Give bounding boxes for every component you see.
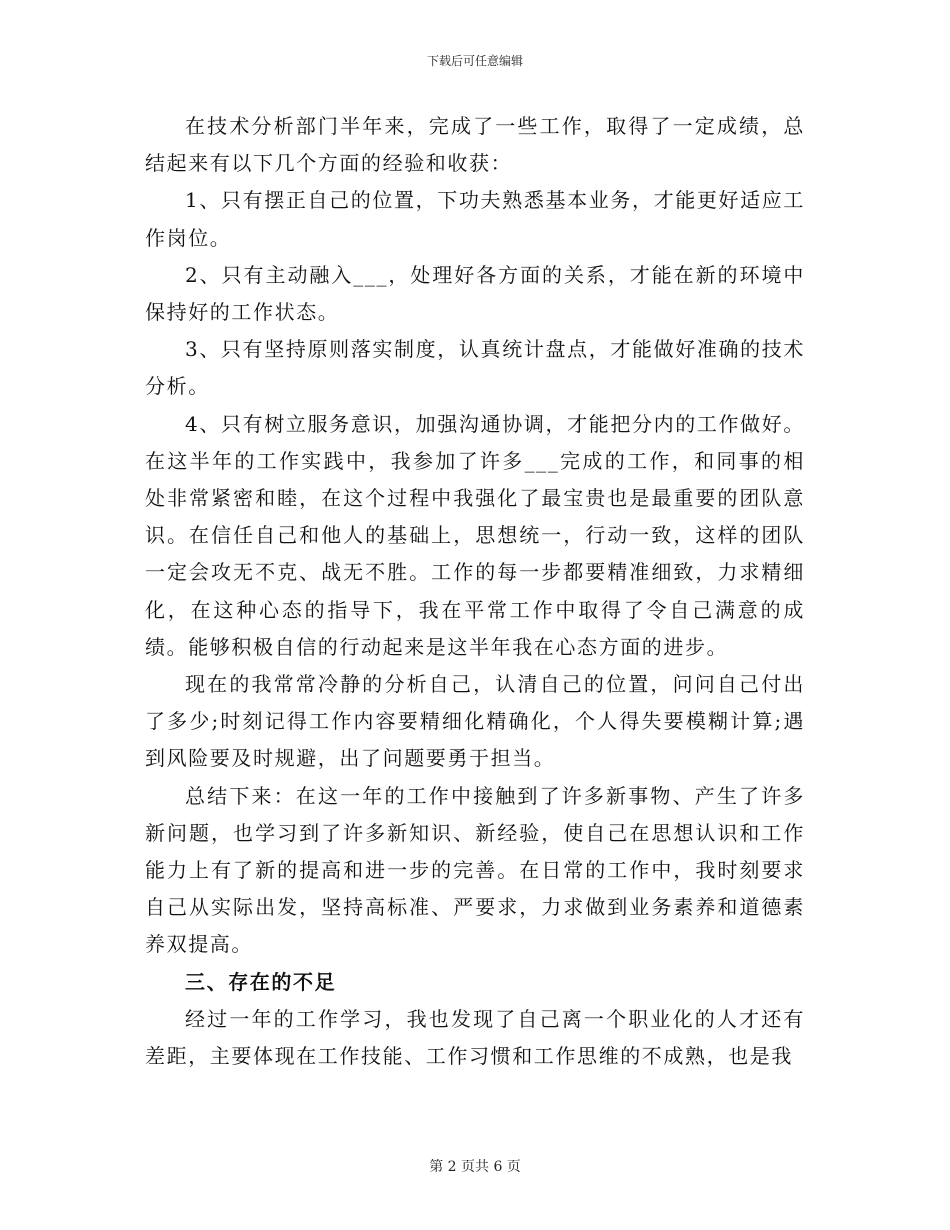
- paragraph-item-3: 3、只有坚持原则落实制度，认真统计盘点，才能做好准确的技术分析。: [145, 337, 805, 399]
- section-heading-shortcomings: 三、存在的不足: [185, 969, 337, 994]
- paragraph-reflection: 现在的我常常冷静的分析自己，认清自己的位置，问问自己付出了多少;时刻记得工作内容要精细化精确化，个人得失要模糊计算;遇到风险要及时规避，出了问题要勇于担当。: [145, 672, 805, 771]
- paragraph-item-2: 2、只有主动融入___，处理好各方面的关系，才能在新的环境中保持好的工作状态。: [145, 262, 805, 325]
- paragraph-shortcomings: 经过一年的工作学习，我也发现了自己离一个职业化的人才还有差距，主要体现在工作技能、工作习惯和工作思维的不成熟，也是我: [145, 1006, 805, 1069]
- paragraph-intro: 在技术分析部门半年来，完成了一些工作，取得了一定成绩，总结起来有以下几个方面的经验和收获：: [145, 114, 805, 176]
- page-footer: 第 2 页共 6 页: [429, 1159, 521, 1175]
- page-header: 下载后可任意编辑: [426, 54, 523, 68]
- document-body: [145, 108, 805, 1075]
- paragraph-item-4: 4、只有树立服务意识，加强沟通协调，才能把分内的工作做好。在这半年的工作实践中，我参加了许多___完成的工作，和同事的相处非常紧密和睦，在这个过程中我强化了最宝贵也是最重要的团队意识。在信任自己和他人的基础上，思想统一，行动一致，这样的团队一定会攻无不克、战无不胜。工作的每一步都要精准细致，力求精细化，在这种心态的指导下，我在平常工作中取得了令自己满意的成绩。能够积极自信的行动起来是这半年我在心态方面的进步。: [145, 411, 805, 659]
- paragraph-item-1: 1、只有摆正自己的位置，下功夫熟悉基本业务，才能更好适应工作岗位。: [145, 188, 805, 250]
- paragraph-summary: 总结下来：在这一年的工作中接触到了许多新事物、产生了许多新问题，也学习到了许多新知识、新经验，使自己在思想认识和工作能力上有了新的提高和进一步的完善。在日常的工作中，我时刻要求自己从实际出发，坚持高标准、严要求，力求做到业务素养和道德素养双提高。: [145, 783, 805, 957]
